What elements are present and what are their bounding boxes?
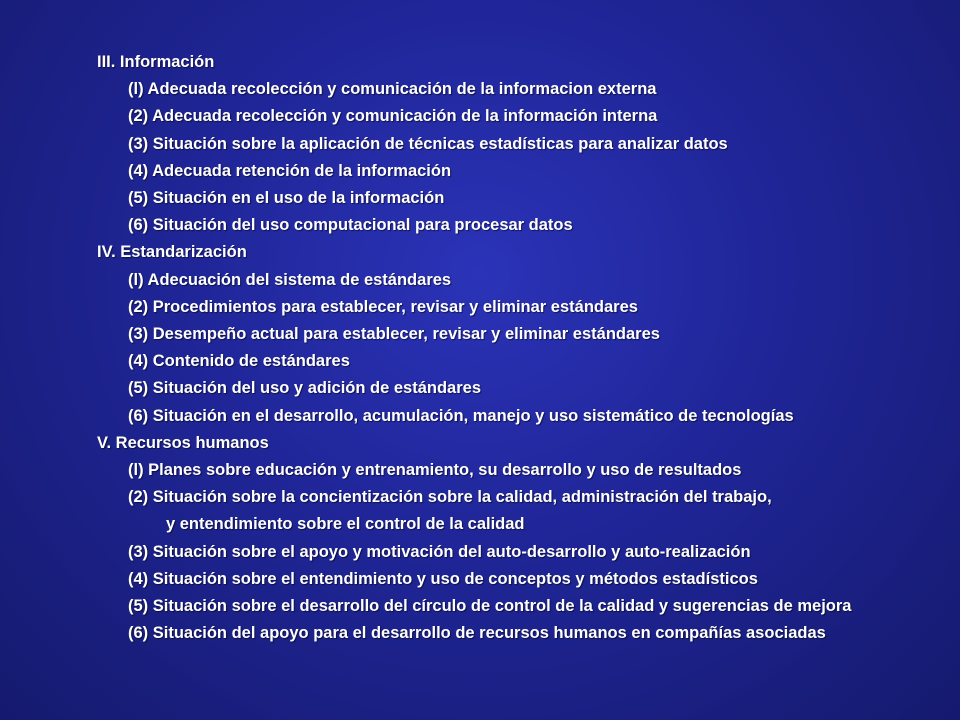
list-item: (6) Situación del uso computacional para procesar datos: [128, 216, 573, 235]
list-item-multiline: [97, 484, 947, 538]
list-item: (2) Adecuada recolección y comunicación de la información interna: [128, 107, 658, 126]
list-item: (5) Situación sobre el desarrollo del círculo de control de la calidad y sugerencias de mejora: [128, 597, 852, 616]
list-item: (4) Contenido de estándares: [128, 352, 350, 371]
list-item: (3) Situación sobre el apoyo y motivación del auto-desarrollo y auto-realización: [128, 542, 751, 561]
list-item: (2) Procedimientos para establecer, revisar y eliminar estándares: [128, 297, 638, 316]
list-item: (5) Situación en el uso de la información: [128, 189, 445, 207]
section-recursos-humanos: [97, 430, 947, 648]
list-item: (l) Adecuada recolección y comunicación de la informacion externa: [128, 80, 657, 99]
section-title: IV. Estandarización: [97, 243, 247, 262]
section-informacion: [97, 49, 947, 239]
list-item: (6) Situación en el desarrollo, acumulación, manejo y uso sistemático de tecnologías: [128, 406, 794, 425]
list-item: (3) Desempeño actual para establecer, revisar y eliminar estándares: [128, 325, 660, 343]
section-estandarizacion: [97, 239, 947, 429]
list-item: (l) Planes sobre educación y entrenamiento, su desarrollo y uso de resultados: [128, 461, 742, 479]
list-item: (5) Situación del uso y adición de estándares: [128, 379, 482, 398]
list-item: (4) Adecuada retención de la información: [128, 161, 452, 180]
list-item: (l) Adecuación del sistema de estándares: [128, 270, 452, 289]
list-item-text: (2) Situación sobre la concientización sobre la calidad, administración del trabajo,: [128, 488, 772, 507]
section-title: V. Recursos humanos: [97, 433, 269, 452]
section-title: III. Información: [97, 53, 215, 71]
list-item: (3) Situación sobre la aplicación de técnicas estadísticas para analizar datos: [128, 134, 728, 153]
list-item: (4) Situación sobre el entendimiento y uso de conceptos y métodos estadísticos: [128, 569, 758, 588]
list-item-continuation: y entendimiento sobre el control de la calidad: [166, 515, 525, 534]
slide-content: [97, 49, 947, 647]
list-item: (6) Situación del apoyo para el desarrollo de recursos humanos en compañías asociadas: [128, 624, 826, 643]
